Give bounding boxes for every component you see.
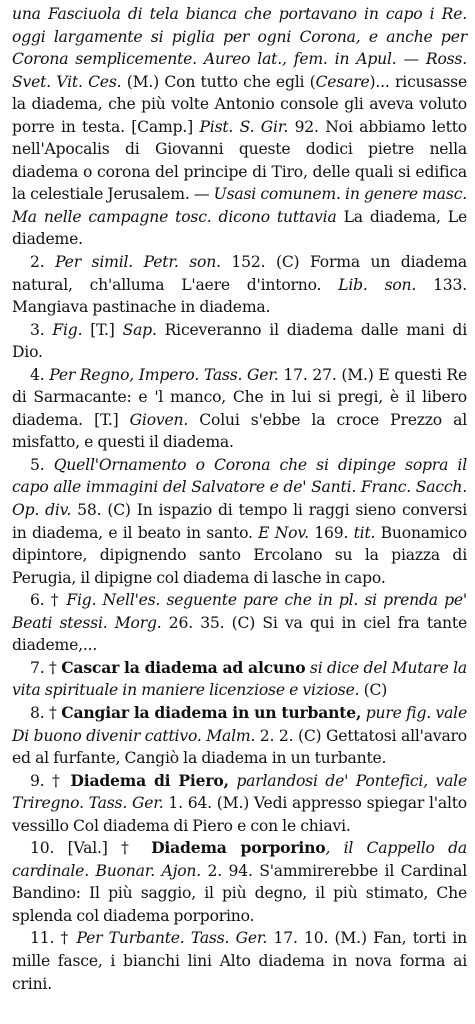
headphrase: Diadema porporino [151, 838, 326, 858]
text-run: La diadema, Le diademe. [12, 207, 467, 249]
italic-text: parlandosi de' Pontefici, vale Triregno. Tass. Ger. [12, 771, 467, 813]
text-run: 9. † [30, 771, 71, 790]
text-run: [T.] [82, 320, 123, 339]
text-run: 2. 94. S'ammirerebbe il Cardinal Bandino: Il più saggio, il più degno, il più stimato, Che splenda col diadema porporino. [12, 861, 467, 925]
text-run: 169. [308, 523, 354, 542]
sense-paragraph [12, 927, 467, 995]
sense-paragraph [12, 319, 467, 364]
italic-text: Fig. [52, 320, 83, 339]
text-run: 8. † [30, 703, 62, 722]
italic-text: pure fig. vale Di buono divenir cattivo. Malm. [12, 703, 467, 745]
italic-text: Fig. Nell'es. seguente pare che in pl. si prenda pe' Beati stessi. Morg. [12, 591, 467, 632]
text-run: 26. 35. (C) Si va qui in ciel fra tante diademe,... [12, 613, 467, 655]
italic-text: tit. [353, 523, 376, 542]
italic-text: una Fasciuola di tela bianca che portavano in capo i Re. oggi largamente si piglia per ogni Corona, e anche per Corona semplicemente. Aureo lat., fem. in Apul. — Ross. Svet. Vit. Ces. [12, 5, 467, 91]
entry-column [12, 3, 467, 995]
text-run: 4. [30, 365, 50, 384]
text-run: Riceveranno il diadema dalle mani di Dio. [12, 320, 467, 362]
text-run: 5. [30, 455, 54, 474]
sense-paragraph [12, 770, 467, 838]
italic-text: Usasi comunem. in genere masc. Ma nelle campagne tosc. dicono tuttavia [12, 185, 467, 226]
text-run: Buonamico dipintore, dipignendo santo Ercolano su la piazza di Perugia, il dipigne col diadema di lasche in capo. [12, 523, 467, 587]
italic-text: Lib. son. [338, 275, 417, 294]
italic-text: Per simil. Petr. son. [55, 253, 221, 272]
sense-paragraph [12, 657, 467, 702]
sense-paragraph [12, 837, 467, 927]
headphrase: Cascar la diadema ad alcuno [61, 657, 306, 677]
italic-text: Sap. [122, 320, 157, 339]
text-run: 1. 64. (M.) Vedi appresso spiegar l'alto vessillo Col diadema di Piero e con le chiavi. [12, 794, 467, 835]
italic-text: E Nov. [258, 523, 309, 542]
sense-paragraph [12, 364, 467, 454]
text-run: 17. 10. (M.) Fan, torti in mille fasce, i bianchi lini Alto diadema in nova forma ai crini. [12, 929, 468, 993]
italic-text: Quell'Ornamento o Corona che si dipinge sopra il capo alle immagini del Salvatore e de' Santi. Franc. Sacch. Op. div. [12, 455, 467, 520]
sense-paragraph [12, 454, 467, 589]
text-run: 2. 2. (C) Gettatosi all'avaro ed al furfante, Cangiò la diadema in un turbante. [12, 726, 467, 768]
text-run: Colui s'ebbe la croce Prezzo al misfatto, e questi il diadema. [12, 410, 467, 452]
text-run: 11. † [30, 929, 77, 948]
italic-text: Pist. S. Gir. [199, 117, 289, 136]
text-run: 133. Mangiava pastinache in diadema. [12, 275, 467, 317]
italic-text: Cesare [315, 72, 370, 91]
text-run: )... ricusasse la diadema, che più volte Antonio console gli aveva voluto porre in testa. [Camp.] [12, 72, 467, 136]
italic-text: Gioven. [129, 410, 189, 429]
italic-text: si dice del Mutare la vita spirituale in maniere licenziose e viziose. [12, 658, 467, 700]
italic-text: Per Turbante. Tass. Ger. [76, 929, 268, 948]
text-run: 58. (C) In ispazio di tempo li raggi sieno conversi in diadema, e il beato in santo. [12, 501, 467, 542]
headphrase: Diadema di Piero, [70, 770, 229, 790]
headphrase: Cangiar la diadema in un turbante, [61, 702, 362, 722]
text-run: (C) [359, 681, 388, 700]
text-run: 17. 27. (M.) E questi Re di Sarmacante: e 'l manco, Che in lui si pregi, è il libero diadema. [T.] [12, 365, 467, 429]
text-run: 2. [30, 253, 56, 272]
sense-paragraph [12, 251, 467, 319]
sense-paragraph [12, 702, 467, 770]
italic-text: Per Regno, Impero. Tass. Ger. [49, 365, 279, 384]
text-run: 7. † [30, 658, 62, 677]
text-run: 3. [30, 320, 53, 339]
text-run: 6. † [30, 591, 67, 610]
text-run: 92. Noi abbiamo letto nell'Apocalis di Giovanni queste dodici pietre nella diadema o corona del principe di Tiro, delle quali si edifica la celestiale Jerusalem. — [12, 117, 467, 204]
text-run: 10. [Val.] † [30, 839, 152, 858]
entry-continuation [12, 3, 467, 251]
text-run: (M.) Con tutto che egli ( [121, 72, 316, 91]
text-run: 152. (C) Forma un diadema natural, ch'alluma L'aere d'intorno. [12, 253, 467, 294]
italic-text: , il Cappello da cardinale. Buonar. Ajon. [12, 839, 467, 880]
sense-paragraph [12, 589, 467, 657]
